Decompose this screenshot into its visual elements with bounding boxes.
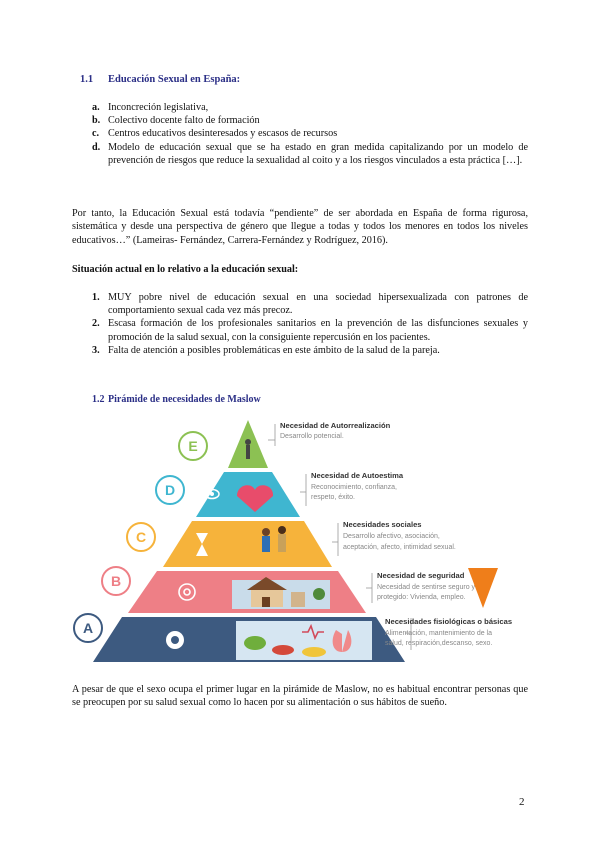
level-title-b: Necesidad de seguridad xyxy=(377,571,465,580)
list-item: d. Modelo de educación sexual que se ha estado en gran medida capitalizando por un modelo de prevención de riesgos que reduce la sexualidad al coito y a los riesgos vinculados a esta práctica […]. xyxy=(92,141,528,166)
section-number: 1.2 xyxy=(92,394,105,405)
level-desc2-b: protegido: Vivienda, empleo. xyxy=(377,594,466,601)
list-item: b. Colectivo docente falto de formación xyxy=(92,115,260,127)
badge-letter-b: B xyxy=(110,573,122,589)
paragraph-education: Por tanto, la Educación Sexual está todavía “pendiente” de ser abordada en España de forma rigurosa, sistemática y desde una perspectiva de género que llegue a todas y todos los menores en todos los niveles educativos…” (Lameiras- Fernández, Carrera-Fernández y Rodríguez, 2016). xyxy=(72,208,528,246)
badge-letter-d: D xyxy=(164,482,176,498)
list-item: 2. Escasa formación de los profesionales sanitarios en la prevención de las disfunciones sexuales y promoción de la salud sexual, con la consiguiente repercusión en los pacientes. xyxy=(92,318,528,343)
list-item: 3. Falta de atención a posibles problemáticas en este ámbito de la salud de la pareja. xyxy=(92,344,440,356)
section-title: Pirámide de necesidades de Maslow xyxy=(108,394,261,405)
badge-letter-e: E xyxy=(188,438,198,454)
level-desc2-c: aceptación, afecto, intimidad sexual. xyxy=(343,544,456,551)
level-desc-e: Desarrollo potencial. xyxy=(280,433,344,440)
level-desc-a: Alimentación, mantenimiento de la xyxy=(385,630,493,637)
level-title-c: Necesidades sociales xyxy=(343,520,422,529)
list-item: a. Inconcreción legislativa, xyxy=(92,102,209,113)
level-title-e: Necesidad de Autorrealización xyxy=(280,421,391,430)
level-title-a: Necesidades fisiológicas o básicas xyxy=(385,617,513,626)
level-desc-c: Desarrollo afectivo, asociación, xyxy=(343,533,440,540)
level-desc-d: Reconocimiento, confianza, xyxy=(311,484,397,491)
page-number: 2 xyxy=(519,796,525,808)
level-desc2-d: respeto, éxito. xyxy=(311,494,355,501)
badge-letter-a: A xyxy=(82,620,94,636)
level-title-d: Necesidad de Autoestima xyxy=(311,471,404,480)
list-item: c. Centros educativos desinteresados y escasos de recursos xyxy=(92,128,338,140)
section-title: Educación Sexual en España: xyxy=(108,74,241,85)
pyramid-level-c xyxy=(163,521,332,567)
paragraph-maslow: A pesar de que el sexo ocupa el primer lugar en la pirámide de Maslow, no es habitual encontrar personas que se preocupen por su salud sexual como lo hacen por su alimentación o sus hábitos de sueño. xyxy=(72,684,528,709)
section-number: 1.1 xyxy=(80,74,94,85)
situation-heading: Situación actual en lo relativo a la educación sexual: xyxy=(72,264,299,275)
badge-letter-c: C xyxy=(135,529,147,545)
level-desc-b: Necesidad de sentirse seguro y xyxy=(377,584,476,591)
level-desc2-a: salud, respiración,descanso, sexo. xyxy=(385,640,493,647)
list-item: 1. MUY pobre nivel de educación sexual en una sociedad hipersexualizada con patrones de comportamiento sexual cada vez más precoz. xyxy=(92,292,528,317)
